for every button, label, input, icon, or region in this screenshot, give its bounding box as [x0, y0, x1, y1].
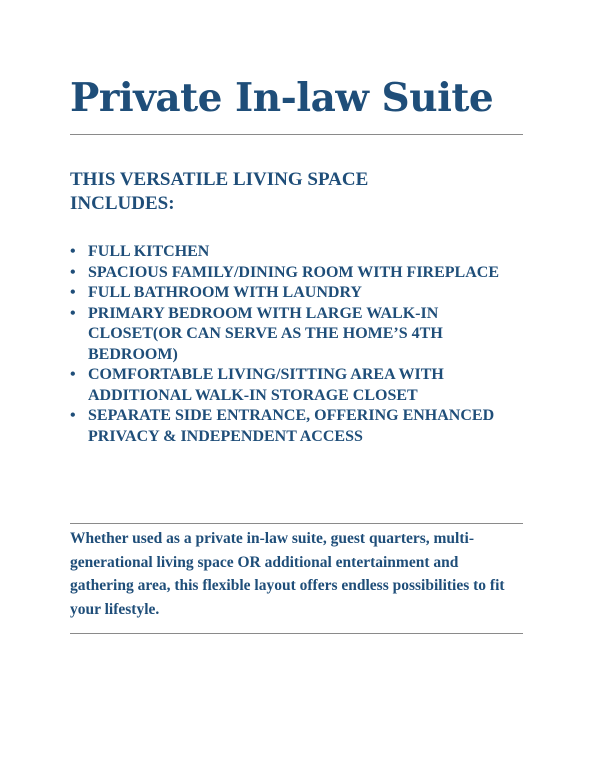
feature-text: SEPARATE SIDE ENTRANCE, OFFERING ENHANCED PRIVACY & INDEPENDENT ACCESS [88, 407, 495, 445]
section-heading: THIS VERSATILE LIVING SPACE INCLUDES: [70, 169, 369, 214]
title-divider [70, 134, 523, 135]
bullet-icon: • [70, 407, 76, 424]
bullet-icon: • [70, 263, 76, 281]
feature-item [70, 304, 523, 366]
bullet-icon: • [70, 304, 76, 322]
feature-item [70, 242, 523, 263]
bullet-icon: • [70, 243, 76, 260]
feature-item [70, 365, 523, 406]
page-title: Private In-law Suite [70, 75, 494, 121]
bullet-icon: • [70, 284, 76, 301]
feature-text: PRIMARY BEDROOM WITH LARGE WALK-IN CLOSET(OR CAN SERVE AS THE HOME’S 4TH BEDROOM) [88, 304, 443, 363]
feature-item [70, 406, 523, 447]
description-paragraph: Whether used as a private in-law suite, guest quarters, multi-generational living space OR additional entertainment and gathering area, this flexible layout offers endless possibilities to fit your lifestyle. [70, 530, 505, 618]
feature-item [70, 283, 523, 304]
feature-text: COMFORTABLE LIVING/SITTING AREA WITH ADDITIONAL WALK-IN STORAGE CLOSET [88, 366, 444, 404]
feature-list [70, 242, 523, 447]
feature-item [70, 263, 523, 284]
feature-text: FULL BATHROOM WITH LAUNDRY [88, 284, 362, 301]
feature-text: SPACIOUS FAMILY/DINING ROOM WITH FIREPLACE [88, 263, 500, 281]
bullet-icon: • [70, 366, 76, 383]
description-bottom-divider [70, 633, 523, 634]
description-top-divider [70, 523, 523, 524]
feature-text: FULL KITCHEN [88, 243, 210, 260]
